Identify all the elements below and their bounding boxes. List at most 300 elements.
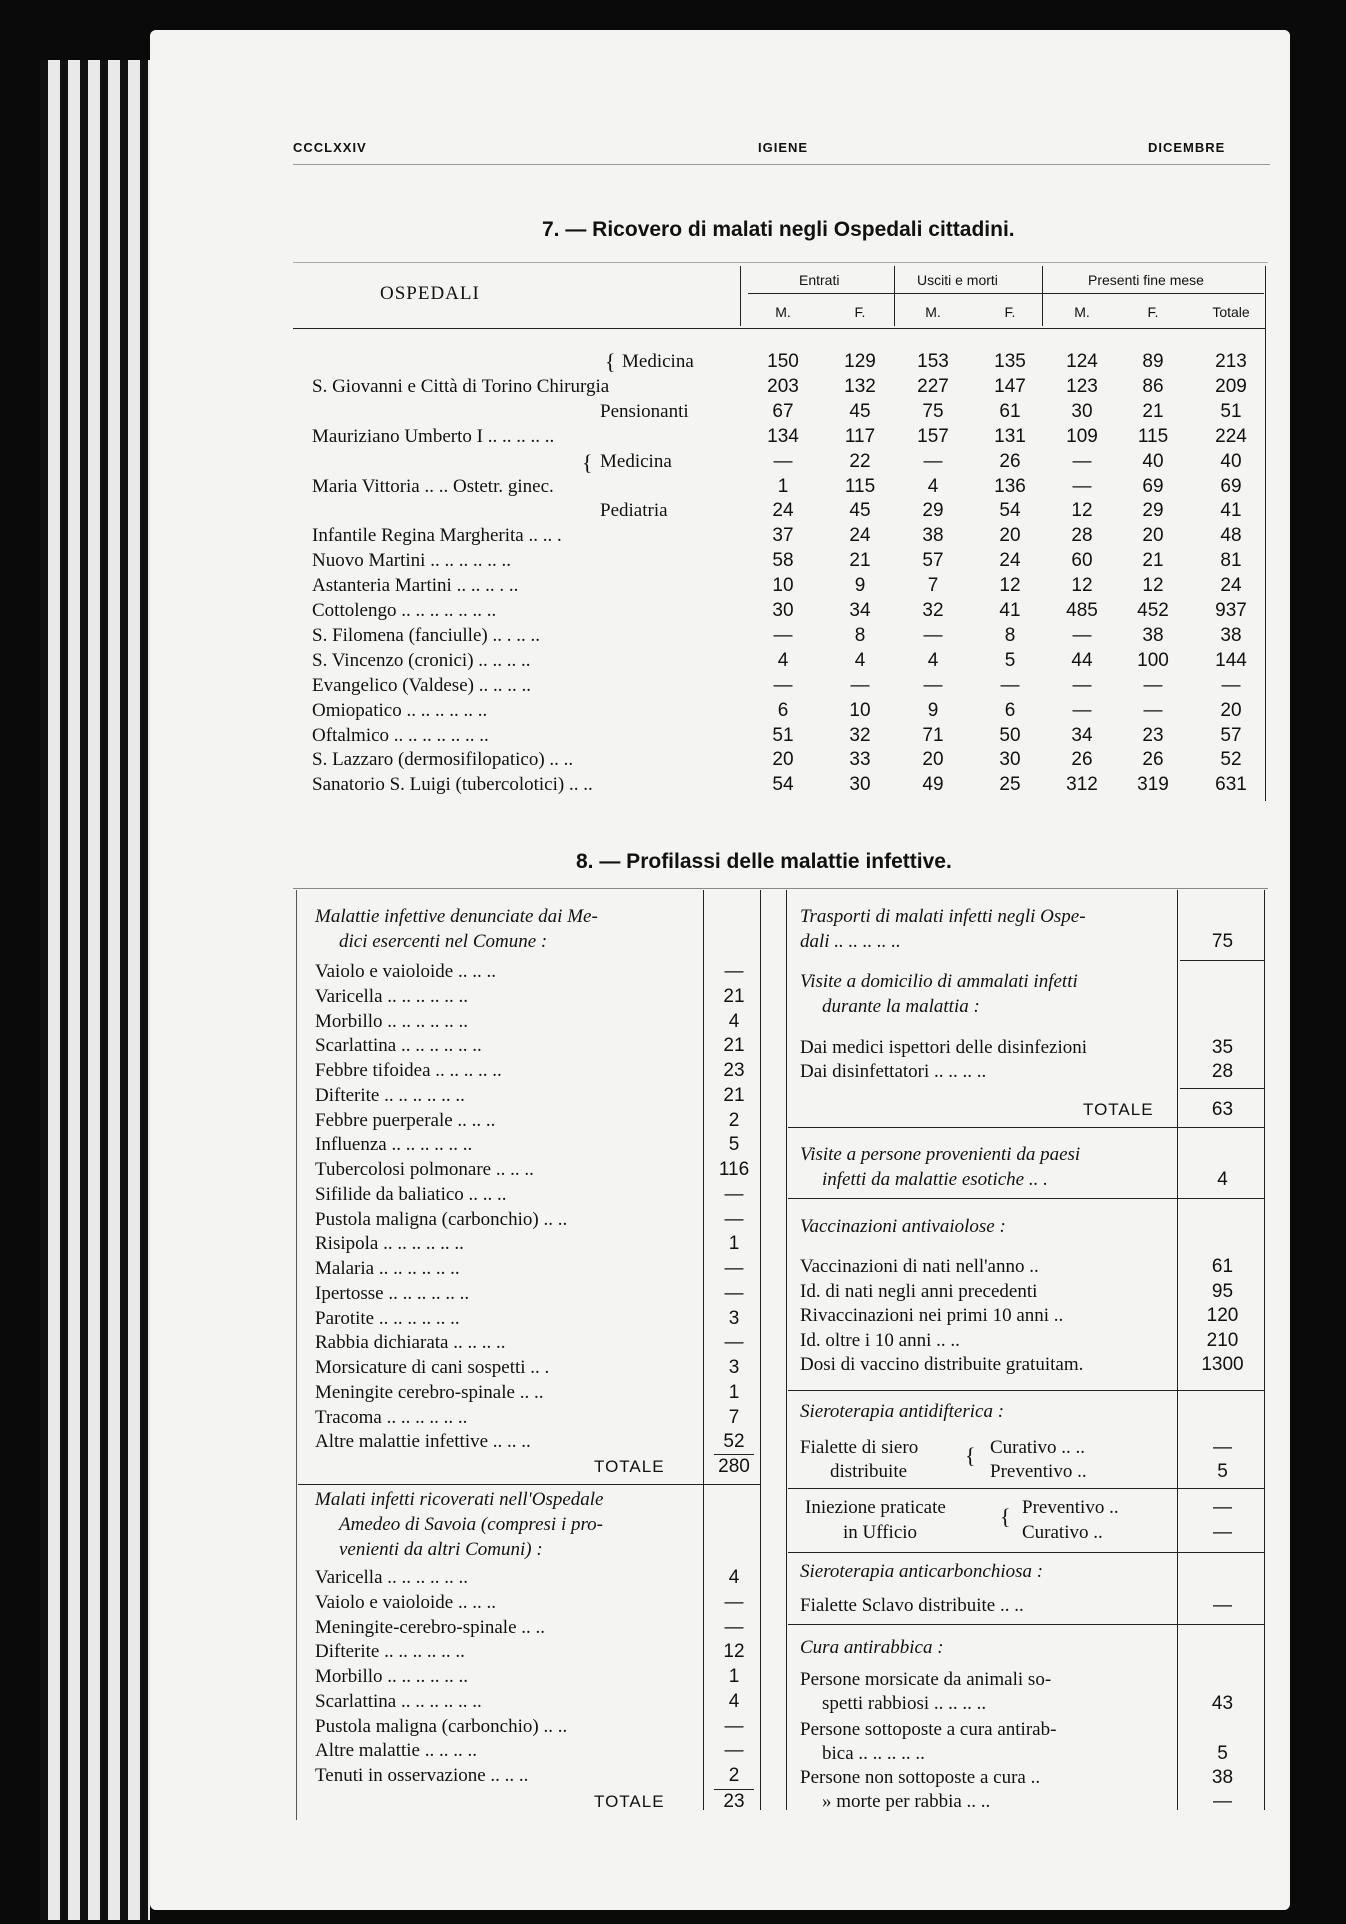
list-item-label: Tubercolosi polmonare .. .. .. — [315, 1159, 534, 1180]
list-item-value: 4 — [728, 1010, 740, 1032]
cura-heading: Cura antirabbica : — [800, 1637, 944, 1658]
list-item-value: — — [724, 1208, 744, 1230]
vacc-value: 120 — [1206, 1305, 1239, 1326]
sub-header: M. — [775, 304, 791, 320]
divider — [788, 1552, 1264, 1553]
table-cell: 24 — [999, 550, 1021, 572]
row-label: Omiopatico .. .. .. .. .. .. — [312, 699, 488, 721]
table-cell: 52 — [1220, 749, 1242, 771]
list-item-label: Morbillo .. .. .. .. .. .. — [315, 1010, 469, 1032]
row-label: S. Filomena (fanciulle) .. . .. .. — [312, 624, 540, 646]
table-cell: 23 — [1142, 724, 1164, 746]
vacc-label: Id. di nati negli anni precedenti — [800, 1280, 1038, 1302]
brace-left: { — [965, 1443, 976, 1468]
page-corner — [1115, 30, 1290, 62]
list-item-label: Altre malattie .. .. .. .. — [315, 1740, 477, 1762]
list-item-label: Varicella .. .. .. .. .. .. — [315, 1567, 469, 1588]
list-item-value: — — [724, 1183, 744, 1205]
list-item-value: — — [724, 1715, 744, 1737]
left-total-value: 280 — [718, 1456, 750, 1477]
list-item-value: — — [724, 1332, 744, 1354]
list-item-value: 21 — [723, 1084, 745, 1106]
trasporti-label: Trasporti di malati infetti negli Ospe- — [800, 906, 1086, 927]
list-item-value: — — [724, 1258, 744, 1279]
list-item-value: 1 — [728, 1233, 740, 1255]
vacc-label: Id. oltre i 10 anni .. .. — [800, 1329, 960, 1351]
list-item-value: — — [724, 1282, 744, 1304]
table-cell: 24 — [772, 500, 794, 522]
table-cell: 7 — [927, 575, 939, 597]
row-label: Sanatorio S. Luigi (tubercolotici) .. .. — [312, 774, 593, 796]
table-cell: 157 — [917, 425, 949, 447]
list-item-value: 3 — [728, 1357, 740, 1378]
list-item-label: Difterite .. .. .. .. .. .. — [315, 1641, 465, 1663]
vacc-value: 95 — [1211, 1280, 1234, 1302]
row-label: Astanteria Martini .. .. .. . .. — [312, 575, 519, 597]
list-item-label: Vaiolo e vaioloide .. .. .. — [315, 1591, 496, 1613]
table-cell: 57 — [1220, 724, 1242, 746]
group-usciti: Usciti e morti — [917, 272, 998, 288]
list-item-label: Risipola .. .. .. .. .. .. — [315, 1233, 464, 1255]
table-cell: 60 — [1071, 550, 1093, 572]
table-cell: 147 — [994, 375, 1026, 397]
paesi-label: Visite a persone provenienti da paesi — [800, 1144, 1081, 1165]
table-cell: 21 — [1142, 400, 1164, 422]
trasporti-value: 75 — [1211, 931, 1234, 952]
table-cell: 81 — [1220, 550, 1242, 572]
vacc-label: Dosi di vaccino distribuite gratuitam. — [800, 1354, 1084, 1375]
table-cell: 20 — [999, 525, 1021, 547]
row-label: Pensionanti — [600, 400, 689, 422]
table-cell: 48 — [1220, 525, 1242, 547]
list-item-value: 4 — [728, 1567, 740, 1588]
vacc-value: 61 — [1211, 1256, 1234, 1277]
table-cell: 8 — [1004, 624, 1016, 646]
visite-label: Visite a domicilio di ammalati infetti — [800, 971, 1078, 992]
list-item-value: 2 — [728, 1109, 740, 1131]
table-cell: 69 — [1142, 475, 1164, 497]
table-cell: 135 — [994, 351, 1026, 372]
table-cell: 40 — [1220, 450, 1242, 472]
list-item-label: Scarlattina .. .. .. .. .. .. — [315, 1690, 482, 1712]
list-item-label: Malaria .. .. .. .. .. .. — [315, 1258, 460, 1279]
right-border — [1264, 890, 1265, 1810]
list-item-label: Varicella .. .. .. .. .. .. — [315, 985, 469, 1007]
row-label: Infantile Regina Margherita .. .. . — [312, 525, 562, 547]
sub-header: F. — [1004, 304, 1016, 320]
table-cell: 54 — [772, 774, 794, 796]
table-cell: 38 — [1220, 624, 1242, 646]
pers-value: 43 — [1211, 1693, 1234, 1714]
visite-label: durante la malattia : — [822, 996, 980, 1017]
left2-heading: venienti da altri Comuni) : — [339, 1539, 543, 1560]
col-ospedali: OSPEDALI — [380, 283, 480, 304]
table-cell: 6 — [1004, 699, 1016, 721]
curativo-label: Curativo .. .. — [990, 1437, 1085, 1458]
row-label: Medicina — [622, 351, 694, 372]
table-cell: 12 — [1071, 575, 1093, 597]
table-cell: 224 — [1215, 425, 1247, 447]
table-cell: — — [1072, 624, 1092, 646]
table-cell: 45 — [849, 500, 871, 522]
sub-header: M. — [925, 304, 941, 320]
pers-label: Persone sottoposte a cura antirab- — [800, 1719, 1057, 1740]
pers-label: » morte per rabbia .. .. — [822, 1791, 991, 1812]
running-month: DICEMBRE — [1148, 140, 1226, 155]
table-cell: 203 — [767, 375, 799, 397]
table-cell: 1 — [777, 475, 789, 497]
col-sep — [760, 890, 761, 1810]
table-cell: — — [923, 450, 943, 472]
table-cell: 319 — [1137, 774, 1169, 796]
pers-label: Persone morsicate da animali so- — [800, 1669, 1052, 1690]
section7-title: 7. — Ricovero di malati negli Ospedali cittadini. — [542, 218, 1015, 241]
list-item-label: Pustola maligna (carbonchio) .. .. — [315, 1715, 568, 1737]
binding-edge — [40, 60, 150, 1920]
table-cell: 937 — [1215, 600, 1247, 621]
list-item-value: 2 — [728, 1765, 740, 1786]
list-item-value: 5 — [728, 1134, 740, 1156]
table-cell: 86 — [1142, 375, 1164, 397]
col-sep — [703, 890, 704, 1810]
table-cell: 20 — [1142, 525, 1164, 547]
fialette-value: 5 — [1217, 1461, 1228, 1482]
table-cell: 29 — [1142, 500, 1164, 522]
divider — [788, 1127, 1264, 1128]
table-cell: 32 — [922, 600, 944, 621]
list-item-value: 12 — [723, 1641, 745, 1663]
list-item-value: — — [724, 961, 744, 982]
col-sep — [786, 890, 787, 1810]
list-item-label: Parotite .. .. .. .. .. .. — [315, 1307, 460, 1329]
table-cell: 452 — [1137, 600, 1169, 621]
brace-left: { — [605, 349, 616, 374]
table-cell: 129 — [844, 351, 876, 372]
group-entrati: Entrati — [799, 272, 840, 288]
table-cell: 40 — [1142, 450, 1164, 472]
pers-label: bica .. .. .. .. .. — [822, 1743, 925, 1764]
medici-value: 35 — [1211, 1037, 1234, 1058]
brace-left: { — [1000, 1504, 1011, 1529]
list-item-label: Tenuti in osservazione .. .. .. — [315, 1765, 529, 1786]
iniez-label: in Ufficio — [843, 1522, 918, 1543]
table-cell: 136 — [994, 475, 1026, 497]
table-right-border — [1265, 266, 1266, 801]
table-cell: 22 — [849, 450, 871, 472]
table-cell: — — [1143, 699, 1163, 721]
table-cell: — — [1143, 674, 1163, 696]
table-cell: 150 — [767, 351, 799, 372]
table-cell: 38 — [1142, 624, 1164, 646]
table-cell: 34 — [849, 600, 871, 621]
fialette-label: distribuite — [830, 1461, 908, 1482]
list-item-value: 1 — [728, 1666, 740, 1687]
left2-total-value: 23 — [723, 1791, 745, 1812]
iniez-value: — — [1213, 1522, 1232, 1543]
sub-header: F. — [854, 304, 866, 320]
table-cell: 30 — [999, 749, 1021, 771]
pers-label: spetti rabbiosi .. .. .. .. — [822, 1693, 987, 1714]
table-cell: 4 — [927, 649, 939, 671]
table-cell: 51 — [772, 724, 794, 746]
list-item-value: 21 — [723, 985, 745, 1007]
sum-rule — [1180, 1088, 1264, 1089]
list-item-label: Febbre puerperale .. .. .. — [315, 1109, 496, 1131]
list-item-value: 23 — [723, 1060, 745, 1081]
table-cell: — — [1072, 475, 1092, 497]
table-cell: 124 — [1066, 351, 1098, 372]
carb-heading: Sieroterapia anticarbonchiosa : — [800, 1561, 1044, 1582]
preventivo-label: Preventivo .. — [990, 1461, 1087, 1482]
disinf-label: Dai disinfettatori .. .. .. .. — [800, 1061, 987, 1082]
list-item-label: Sifilide da baliatico .. .. .. — [315, 1183, 507, 1205]
row-label: S. Lazzaro (dermosifilopatico) .. .. — [312, 749, 574, 771]
table-cell: — — [923, 674, 943, 696]
page-number: CCCLXXIV — [293, 140, 367, 155]
table-cell: 134 — [767, 425, 799, 447]
table-cell: 10 — [849, 699, 871, 721]
divider — [788, 1198, 1264, 1199]
row-label: Nuovo Martini .. .. .. .. .. .. — [312, 550, 511, 572]
fialette-value: — — [1213, 1437, 1232, 1458]
vacc-heading: Vaccinazioni antivaiolose : — [800, 1216, 1006, 1237]
table-cell: — — [1072, 699, 1092, 721]
table-cell: 631 — [1215, 774, 1247, 796]
disinf-value: 28 — [1211, 1061, 1234, 1082]
list-item-label: Difterite .. .. .. .. .. .. — [315, 1084, 465, 1106]
table-top-rule — [293, 888, 1268, 889]
table-cell: 227 — [917, 375, 949, 397]
table-cell: — — [850, 674, 870, 696]
pers-label: Persone non sottoposte a cura .. — [800, 1767, 1041, 1788]
list-item-label: Pustola maligna (carbonchio) .. .. — [315, 1208, 568, 1230]
row-label: S. Vincenzo (cronici) .. .. .. .. — [312, 649, 531, 671]
table-cell: 49 — [922, 774, 944, 796]
list-item-value: 7 — [728, 1406, 740, 1428]
list-item-label: Tracoma .. .. .. .. .. .. — [315, 1406, 468, 1428]
table-cell: — — [773, 624, 793, 646]
table-cell: 100 — [1137, 649, 1169, 671]
sub-header: M. — [1074, 304, 1090, 320]
table-cell: 21 — [1142, 550, 1164, 572]
table-cell: 6 — [777, 699, 789, 721]
table-cell: — — [1072, 674, 1092, 696]
group-rule — [748, 293, 1264, 294]
table-cell: 4 — [927, 475, 939, 497]
table-cell: 20 — [772, 749, 794, 771]
col-sep — [1042, 266, 1043, 326]
table-cell: 44 — [1071, 649, 1093, 671]
table-cell: — — [1221, 674, 1241, 696]
table-cell: 21 — [849, 550, 871, 572]
running-title: IGIENE — [758, 140, 809, 155]
divider — [298, 1484, 760, 1485]
table-cell: 61 — [999, 400, 1021, 422]
table-cell: 115 — [1137, 425, 1169, 447]
table-cell: 10 — [772, 575, 794, 597]
group-presenti: Presenti fine mese — [1088, 272, 1204, 288]
iniez-label: Iniezione praticate — [805, 1497, 946, 1518]
list-item-value: 3 — [728, 1307, 740, 1329]
list-item-value: 21 — [723, 1035, 745, 1057]
table-cell: 32 — [849, 724, 871, 746]
sub-header: Totale — [1212, 304, 1250, 320]
table-cell: 4 — [777, 649, 789, 671]
table-cell: 109 — [1066, 425, 1098, 447]
row-label: S. Giovanni e Città di Torino Chirurgia — [312, 375, 610, 397]
left2-heading: Malati infetti ricoverati nell'Ospedale — [315, 1489, 604, 1510]
right-total-value: 63 — [1211, 1099, 1234, 1120]
list-item-label: Febbre tifoidea .. .. .. .. .. — [315, 1060, 502, 1081]
table-cell: 41 — [1220, 500, 1242, 522]
table-cell: 41 — [999, 600, 1021, 621]
col-sep — [1177, 890, 1178, 1810]
list-item-label: Ipertosse .. .. .. .. .. .. — [315, 1282, 470, 1304]
table-cell: 30 — [772, 600, 794, 621]
table-top-rule — [293, 262, 1268, 263]
list-item-label: Influenza .. .. .. .. .. .. — [315, 1134, 473, 1156]
table-cell: 9 — [854, 575, 866, 597]
pers-value: — — [1213, 1791, 1232, 1812]
sclavo-value: — — [1213, 1595, 1232, 1616]
table-cell: 12 — [999, 575, 1021, 597]
table-cell: 312 — [1066, 774, 1098, 796]
table-cell: 33 — [849, 749, 871, 771]
table-cell: 144 — [1215, 649, 1247, 671]
list-item-label: Altre malattie infettive .. .. .. — [315, 1431, 531, 1453]
row-label: Cottolengo .. .. .. .. .. .. .. — [312, 600, 497, 621]
rule — [1180, 960, 1264, 961]
iniez-value: — — [1213, 1497, 1232, 1518]
table-cell: 153 — [917, 351, 949, 372]
table-cell: 12 — [1142, 575, 1164, 597]
paesi-label: infetti da malattie esotiche .. . — [822, 1169, 1048, 1190]
pers-value: 38 — [1211, 1767, 1234, 1788]
row-label: Oftalmico .. .. .. .. .. .. .. — [312, 724, 489, 746]
table-cell: 8 — [854, 624, 866, 646]
row-label: Maria Vittoria .. .. Ostetr. ginec. — [312, 475, 554, 497]
table-cell: — — [773, 674, 793, 696]
list-item-label: Morsicature di cani sospetti .. . — [315, 1357, 550, 1378]
table-cell: 20 — [922, 749, 944, 771]
table-cell: 132 — [844, 375, 876, 397]
list-item-value: — — [724, 1591, 744, 1613]
table-cell: 25 — [999, 774, 1021, 796]
brace-left: { — [582, 450, 593, 475]
list-item-value: 52 — [723, 1431, 745, 1453]
table-cell: 45 — [849, 400, 871, 422]
table-cell: 57 — [922, 550, 944, 572]
left2-heading: Amedeo di Savoia (compresi i pro- — [339, 1514, 604, 1535]
vacc-value: 210 — [1206, 1329, 1239, 1351]
paesi-value: 4 — [1217, 1169, 1228, 1190]
header-bottom-rule — [293, 328, 1265, 329]
left-heading: Malattie infettive denunciate dai Me- — [315, 906, 598, 927]
header-rule — [293, 164, 1270, 165]
row-label: Evangelico (Valdese) .. .. .. .. — [312, 674, 531, 696]
table-cell: 28 — [1071, 525, 1093, 547]
list-item-label: Vaiolo e vaioloide .. .. .. — [315, 961, 496, 982]
table-cell: 54 — [999, 500, 1021, 522]
table-cell: 26 — [999, 450, 1021, 472]
table-cell: 4 — [854, 649, 866, 671]
table-cell: 24 — [849, 525, 871, 547]
left-heading: dici esercenti nel Comune : — [339, 931, 548, 952]
vacc-label: Vaccinazioni di nati nell'anno .. — [800, 1256, 1039, 1277]
list-item-value: 1 — [728, 1381, 740, 1403]
table-cell: 123 — [1066, 375, 1098, 397]
divider — [788, 1488, 1264, 1489]
table-cell: 34 — [1071, 724, 1093, 746]
table-cell: 24 — [1220, 575, 1242, 597]
divider — [788, 1624, 1264, 1625]
vacc-value: 1300 — [1201, 1354, 1244, 1375]
divider — [788, 1390, 1264, 1391]
row-label: Mauriziano Umberto I .. .. .. .. .. — [312, 425, 555, 447]
medici-label: Dai medici ispettori delle disinfezioni — [800, 1037, 1088, 1058]
table-cell: 209 — [1215, 375, 1247, 397]
table-cell: 26 — [1071, 749, 1093, 771]
fialette-label: Fialette di siero — [800, 1437, 919, 1458]
row-label: Pediatria — [600, 500, 668, 522]
preventivo2-label: Preventivo .. — [1022, 1497, 1119, 1518]
table-cell: — — [1072, 450, 1092, 472]
table-cell: 51 — [1220, 400, 1242, 422]
list-item-label: Meningite-cerebro-spinale .. .. — [315, 1616, 546, 1638]
table-cell: 12 — [1071, 500, 1093, 522]
table-cell: 50 — [999, 724, 1021, 746]
table-cell: 485 — [1066, 600, 1098, 621]
list-item-label: Meningite cerebro-spinale .. .. — [315, 1381, 544, 1403]
sclavo-label: Fialette Sclavo distribuite .. .. — [800, 1595, 1024, 1616]
list-item-label: Rabbia dichiarata .. .. .. .. — [315, 1332, 506, 1354]
table-cell: — — [1000, 674, 1020, 696]
table-cell: 131 — [994, 425, 1026, 447]
table-cell: 5 — [1004, 649, 1016, 671]
left2-total-label: TOTALE — [594, 1792, 665, 1811]
table-cell: 213 — [1215, 351, 1247, 372]
table-cell: 38 — [922, 525, 944, 547]
list-item-value: — — [724, 1740, 744, 1762]
curativo2-label: Curativo .. — [1022, 1522, 1103, 1543]
vacc-label: Rivaccinazioni nei primi 10 anni .. — [800, 1305, 1064, 1326]
list-item-label: Morbillo .. .. .. .. .. .. — [315, 1666, 469, 1687]
table-cell: 30 — [1071, 400, 1093, 422]
table-cell: 117 — [844, 425, 876, 447]
table-cell: 26 — [1142, 749, 1164, 771]
table-cell: 69 — [1220, 475, 1242, 497]
table-cell: 67 — [772, 400, 794, 422]
siero-heading: Sieroterapia antidifterica : — [800, 1401, 1005, 1422]
row-label: Medicina — [600, 450, 672, 472]
table-cell: 89 — [1142, 351, 1164, 372]
table-cell: — — [773, 450, 793, 472]
table-cell: 37 — [772, 525, 794, 547]
list-item-value: 116 — [718, 1159, 750, 1180]
pers-value: 5 — [1217, 1743, 1228, 1764]
trasporti-label: dali .. .. .. .. .. — [800, 931, 901, 952]
list-item-value: 4 — [728, 1690, 740, 1712]
col-sep — [740, 266, 741, 326]
table-cell: — — [923, 624, 943, 646]
table-cell: 75 — [922, 400, 944, 422]
list-item-label: Scarlattina .. .. .. .. .. .. — [315, 1035, 482, 1057]
table-cell: 9 — [927, 699, 939, 721]
table-cell: 29 — [922, 500, 944, 522]
section8-title: 8. — Profilassi delle malattie infettive. — [576, 850, 952, 873]
col-sep — [894, 266, 895, 326]
table-cell: 20 — [1220, 699, 1242, 721]
